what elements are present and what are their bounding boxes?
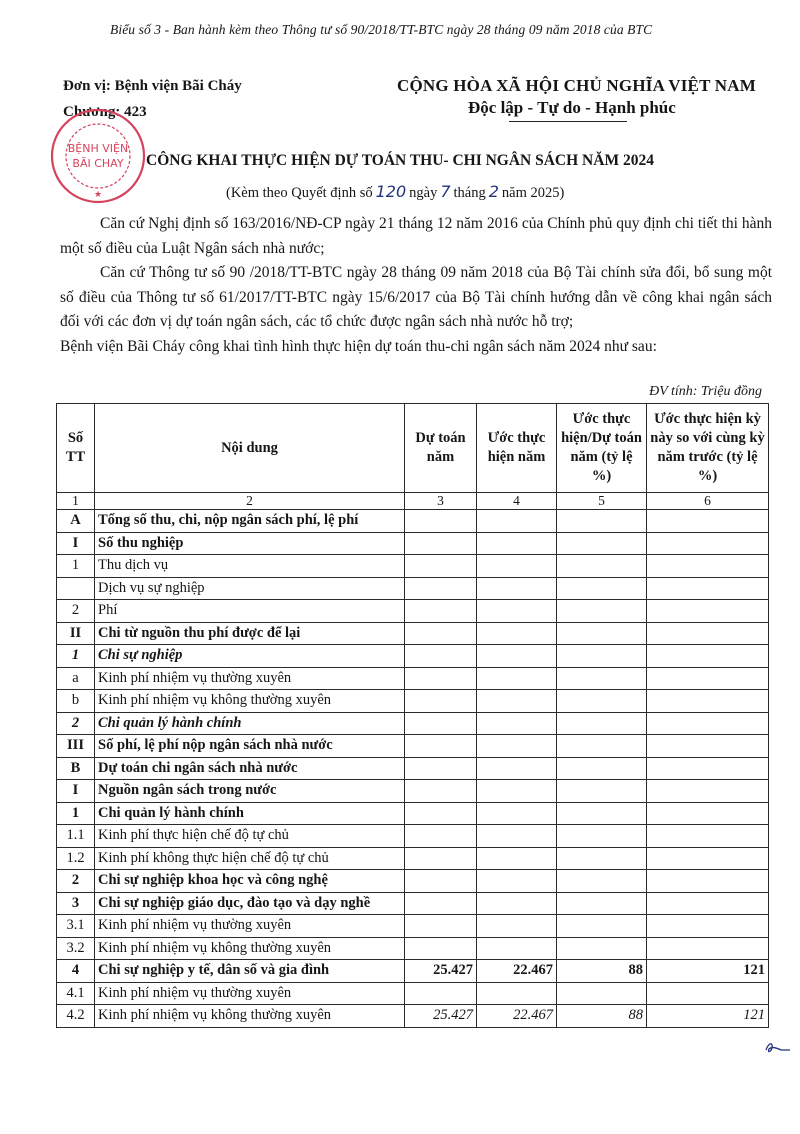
row-actual xyxy=(477,735,557,758)
table-row xyxy=(57,780,769,803)
row-content: Kinh phí nhiệm vụ không thường xuyên xyxy=(95,1005,405,1028)
row-ratio-estimate xyxy=(557,937,647,960)
row-ratio-estimate xyxy=(557,847,647,870)
column-number: 6 xyxy=(647,493,769,510)
table-row xyxy=(57,870,769,893)
row-ratio-estimate: 88 xyxy=(557,960,647,983)
row-estimate xyxy=(405,870,477,893)
table-row xyxy=(57,735,769,758)
table-row xyxy=(57,577,769,600)
row-ratio-estimate xyxy=(557,622,647,645)
header-ratio-prev-year: Ước thực hiện kỳ này so với cùng kỳ năm trước (tỷ lệ %) xyxy=(647,404,769,493)
row-ratio-estimate xyxy=(557,870,647,893)
row-estimate xyxy=(405,622,477,645)
row-ratio-estimate xyxy=(557,802,647,825)
row-actual: 22.467 xyxy=(477,1005,557,1028)
row-content: Kinh phí thực hiện chế độ tự chủ xyxy=(95,825,405,848)
row-content: Tổng số thu, chi, nộp ngân sách phí, lệ phí xyxy=(95,510,405,533)
table-row xyxy=(57,960,769,983)
row-ratio-estimate xyxy=(557,690,647,713)
row-ratio-prev-year xyxy=(647,780,769,803)
row-content: Chi sự nghiệp giáo dục, đào tạo và dạy nghề xyxy=(95,892,405,915)
row-actual xyxy=(477,825,557,848)
document-title: CÔNG KHAI THỰC HIỆN DỰ TOÁN THU- CHI NGÂN SÁCH NĂM 2024 xyxy=(146,152,654,169)
decision-suffix: năm 2025) xyxy=(501,185,565,201)
column-number: 2 xyxy=(95,493,405,510)
chapter-code: Chương: 423 xyxy=(63,104,147,120)
table-row xyxy=(57,847,769,870)
row-ratio-prev-year xyxy=(647,937,769,960)
table-row xyxy=(57,757,769,780)
row-number: 1 xyxy=(57,802,95,825)
decision-reference xyxy=(226,182,564,202)
decision-month: 2 xyxy=(488,182,499,201)
row-estimate xyxy=(405,982,477,1005)
row-number: B xyxy=(57,757,95,780)
row-actual xyxy=(477,802,557,825)
row-number: A xyxy=(57,510,95,533)
nation-title: CỘNG HÒA XÃ HỘI CHỦ NGHĨA VIỆT NAM xyxy=(397,76,756,95)
row-content: Kinh phí nhiệm vụ thường xuyên xyxy=(95,667,405,690)
handwritten-initial xyxy=(763,1038,793,1056)
row-actual: 22.467 xyxy=(477,960,557,983)
row-estimate xyxy=(405,937,477,960)
row-ratio-prev-year xyxy=(647,690,769,713)
unit-note: ĐV tính: Triệu đồng xyxy=(649,384,762,399)
decision-day: 7 xyxy=(440,182,451,201)
row-ratio-estimate xyxy=(557,780,647,803)
table-row xyxy=(57,532,769,555)
row-content: Kinh phí không thực hiện chế độ tự chủ xyxy=(95,847,405,870)
row-ratio-prev-year xyxy=(647,915,769,938)
row-ratio-estimate xyxy=(557,555,647,578)
row-content: Kinh phí nhiệm vụ không thường xuyên xyxy=(95,690,405,713)
stamp-line-1: BỆNH VIỆN xyxy=(67,142,129,155)
row-ratio-prev-year xyxy=(647,600,769,623)
row-content: Chi sự nghiệp xyxy=(95,645,405,668)
row-actual xyxy=(477,532,557,555)
row-estimate: 25.427 xyxy=(405,960,477,983)
paragraph-statement: Bệnh viện Bãi Cháy công khai tình hình thực hiện dự toán thu-chi ngân sách năm 2024 như sau: xyxy=(60,337,657,355)
row-ratio-estimate xyxy=(557,532,647,555)
row-ratio-prev-year xyxy=(647,577,769,600)
table-row xyxy=(57,982,769,1005)
row-content: Thu dịch vụ xyxy=(95,555,405,578)
row-number: 3 xyxy=(57,892,95,915)
row-estimate xyxy=(405,690,477,713)
decision-number: 120 xyxy=(375,182,407,201)
row-content: Kinh phí nhiệm vụ thường xuyên xyxy=(95,982,405,1005)
row-number: 2 xyxy=(57,600,95,623)
header-content: Nội dung xyxy=(95,404,405,493)
row-actual xyxy=(477,847,557,870)
row-content: Kinh phí nhiệm vụ không thường xuyên xyxy=(95,937,405,960)
row-ratio-estimate xyxy=(557,667,647,690)
row-estimate xyxy=(405,712,477,735)
stamp-line-2: BÃI CHAY xyxy=(72,157,124,170)
row-estimate xyxy=(405,780,477,803)
row-estimate xyxy=(405,757,477,780)
row-actual xyxy=(477,667,557,690)
row-ratio-prev-year xyxy=(647,510,769,533)
table-row xyxy=(57,915,769,938)
row-estimate xyxy=(405,847,477,870)
row-actual xyxy=(477,555,557,578)
row-number: 3.2 xyxy=(57,937,95,960)
table-row xyxy=(57,555,769,578)
table-row xyxy=(57,600,769,623)
row-actual xyxy=(477,870,557,893)
row-ratio-estimate xyxy=(557,735,647,758)
row-number: I xyxy=(57,780,95,803)
row-ratio-prev-year xyxy=(647,825,769,848)
row-actual xyxy=(477,892,557,915)
row-content: Chi từ nguồn thu phí được để lại xyxy=(95,622,405,645)
row-actual xyxy=(477,757,557,780)
row-ratio-prev-year xyxy=(647,645,769,668)
row-ratio-prev-year xyxy=(647,735,769,758)
row-number: I xyxy=(57,532,95,555)
row-ratio-prev-year xyxy=(647,757,769,780)
row-estimate xyxy=(405,577,477,600)
table-row xyxy=(57,937,769,960)
row-number: 2 xyxy=(57,712,95,735)
row-ratio-estimate xyxy=(557,712,647,735)
header-ratio-estimate: Ước thực hiện/Dự toán năm (tỷ lệ %) xyxy=(557,404,647,493)
table-row xyxy=(57,667,769,690)
row-content: Phí xyxy=(95,600,405,623)
row-ratio-prev-year xyxy=(647,555,769,578)
row-content: Dịch vụ sự nghiệp xyxy=(95,577,405,600)
row-ratio-estimate xyxy=(557,510,647,533)
table-row xyxy=(57,712,769,735)
decision-day-label: ngày xyxy=(409,185,438,201)
table-row xyxy=(57,645,769,668)
row-actual xyxy=(477,780,557,803)
column-number: 4 xyxy=(477,493,557,510)
row-actual xyxy=(477,690,557,713)
row-ratio-prev-year xyxy=(647,712,769,735)
table-row xyxy=(57,622,769,645)
row-ratio-estimate xyxy=(557,982,647,1005)
row-number: 1 xyxy=(57,645,95,668)
row-actual xyxy=(477,937,557,960)
row-ratio-prev-year xyxy=(647,667,769,690)
table-row xyxy=(57,802,769,825)
row-content: Số phí, lệ phí nộp ngân sách nhà nước xyxy=(95,735,405,758)
row-actual xyxy=(477,645,557,668)
column-number: 5 xyxy=(557,493,647,510)
row-ratio-estimate: 88 xyxy=(557,1005,647,1028)
row-ratio-estimate xyxy=(557,825,647,848)
row-estimate xyxy=(405,555,477,578)
row-actual xyxy=(477,712,557,735)
row-ratio-prev-year xyxy=(647,847,769,870)
decision-month-label: tháng xyxy=(453,185,486,201)
row-ratio-prev-year xyxy=(647,892,769,915)
row-ratio-prev-year: 121 xyxy=(647,960,769,983)
row-estimate xyxy=(405,735,477,758)
row-number: 2 xyxy=(57,870,95,893)
row-ratio-prev-year xyxy=(647,870,769,893)
header-estimate: Dự toán năm xyxy=(405,404,477,493)
column-number: 3 xyxy=(405,493,477,510)
table-row xyxy=(57,825,769,848)
row-content: Dự toán chi ngân sách nhà nước xyxy=(95,757,405,780)
red-seal-stamp xyxy=(36,108,160,208)
row-actual xyxy=(477,622,557,645)
row-content: Chi quản lý hành chính xyxy=(95,802,405,825)
row-estimate xyxy=(405,892,477,915)
row-number: 4 xyxy=(57,960,95,983)
row-estimate xyxy=(405,532,477,555)
row-content: Chi sự nghiệp y tế, dân số và gia đình xyxy=(95,960,405,983)
row-estimate xyxy=(405,667,477,690)
table-row xyxy=(57,892,769,915)
row-estimate xyxy=(405,915,477,938)
table-row xyxy=(57,690,769,713)
row-ratio-estimate xyxy=(557,757,647,780)
column-number-row xyxy=(57,493,769,510)
preamble xyxy=(60,212,772,359)
row-actual xyxy=(477,915,557,938)
row-estimate xyxy=(405,510,477,533)
row-content: Chi sự nghiệp khoa học và công nghệ xyxy=(95,870,405,893)
row-actual xyxy=(477,982,557,1005)
table-row xyxy=(57,1005,769,1028)
row-ratio-estimate xyxy=(557,600,647,623)
row-number: 4.2 xyxy=(57,1005,95,1028)
column-number: 1 xyxy=(57,493,95,510)
row-estimate xyxy=(405,825,477,848)
row-actual xyxy=(477,577,557,600)
national-motto: Độc lập - Tự do - Hạnh phúc xyxy=(468,98,676,117)
row-ratio-estimate xyxy=(557,915,647,938)
svg-text:★: ★ xyxy=(93,190,103,200)
row-ratio-estimate xyxy=(557,645,647,668)
row-ratio-prev-year: 121 xyxy=(647,1005,769,1028)
row-content: Chi quản lý hành chính xyxy=(95,712,405,735)
row-number: 1 xyxy=(57,555,95,578)
decision-prefix: (Kèm theo Quyết định số xyxy=(226,185,373,201)
row-ratio-prev-year xyxy=(647,622,769,645)
header-actual: Ước thực hiện năm xyxy=(477,404,557,493)
form-reference: Biểu số 3 - Ban hành kèm theo Thông tư số 90/2018/TT-BTC ngày 28 tháng 09 năm 2018 của BTC xyxy=(110,22,653,37)
budget-table xyxy=(56,403,769,1028)
paragraph-circular: Căn cứ Thông tư số 90 /2018/TT-BTC ngày 28 tháng 09 năm 2018 của Bộ Tài chính sửa đổi, bổ sung một số điều của Thông tư số 61/2017/TT-BTC ngày 15/6/2017 của Bộ Tài chính hướng dẫn về công khai ngân sách đối với các đơn vị dự toán ngân sách, các tổ chức được ngân sách nhà nước hỗ trợ; xyxy=(60,264,772,330)
row-ratio-prev-year xyxy=(647,802,769,825)
header-no: Số TT xyxy=(57,404,95,493)
row-estimate xyxy=(405,802,477,825)
row-estimate xyxy=(405,645,477,668)
paragraph-decree: Căn cứ Nghị định số 163/2016/NĐ-CP ngày 21 tháng 12 năm 2016 của Chính phủ quy định chi tiết thi hành một số điều của Luật Ngân sách nhà nước; xyxy=(60,215,772,257)
row-content: Kinh phí nhiệm vụ thường xuyên xyxy=(95,915,405,938)
row-content: Nguồn ngân sách trong nước xyxy=(95,780,405,803)
row-ratio-estimate xyxy=(557,577,647,600)
row-number xyxy=(57,577,95,600)
row-number: a xyxy=(57,667,95,690)
row-number: 4.1 xyxy=(57,982,95,1005)
row-number: 1.2 xyxy=(57,847,95,870)
row-ratio-prev-year xyxy=(647,982,769,1005)
row-number: II xyxy=(57,622,95,645)
row-number: 3.1 xyxy=(57,915,95,938)
row-number: III xyxy=(57,735,95,758)
row-number: 1.1 xyxy=(57,825,95,848)
row-estimate: 25.427 xyxy=(405,1005,477,1028)
table-row xyxy=(57,510,769,533)
row-ratio-estimate xyxy=(557,892,647,915)
row-ratio-prev-year xyxy=(647,532,769,555)
row-number: b xyxy=(57,690,95,713)
row-actual xyxy=(477,510,557,533)
unit-name: Đơn vị: Bệnh viện Bãi Cháy xyxy=(63,78,242,94)
motto-underline xyxy=(509,121,627,122)
row-estimate xyxy=(405,600,477,623)
row-content: Số thu nghiệp xyxy=(95,532,405,555)
row-actual xyxy=(477,600,557,623)
